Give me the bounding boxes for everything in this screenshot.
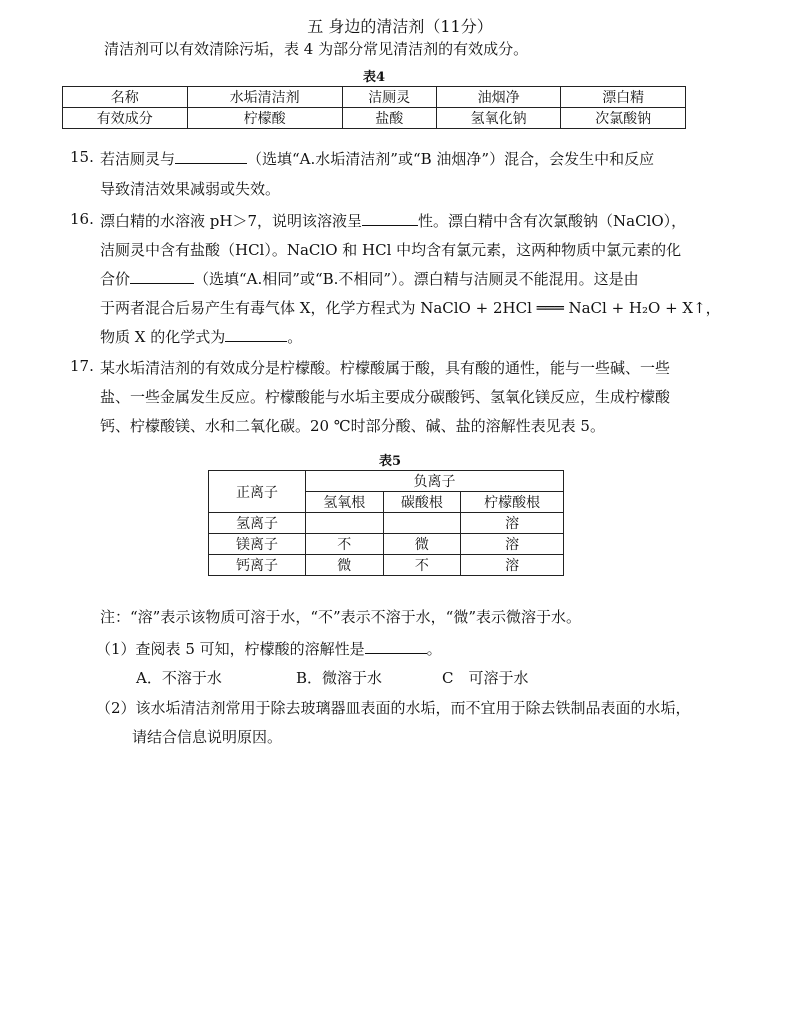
section-intro: 清洁剂可以有效清除污垢，表 4 为部分常见清洁剂的有效成分。 xyxy=(104,40,529,58)
option-b[interactable]: B．微溶于水 xyxy=(296,669,383,687)
q16-line5 xyxy=(100,326,302,347)
table4-cell: 氢氧化钠 xyxy=(436,108,561,129)
table4-cell: 洁厕灵 xyxy=(342,87,436,108)
subquestion-2 xyxy=(96,697,691,718)
answer-blank[interactable] xyxy=(362,211,418,226)
q16-text: 合价 xyxy=(100,270,131,288)
answer-blank[interactable] xyxy=(225,327,287,342)
table-row xyxy=(209,471,564,492)
q16-text: 漂白精的水溶液 pH＞7，说明该溶液呈 xyxy=(100,212,362,230)
table5-ion: 镁离子 xyxy=(209,534,306,555)
q16-line4: 于两者混合后易产生有毒气体 X，化学方程式为 NaClO + 2HCl ═══ NaCl + H₂O + X↑， xyxy=(100,299,721,317)
table4-cell: 柠檬酸 xyxy=(187,108,342,129)
table4-cell: 有效成分 xyxy=(63,108,188,129)
table5-cell: 溶 xyxy=(461,534,564,555)
q16-text: 。 xyxy=(287,328,303,346)
q17-line1: 某水垢清洁剂的有效成分是柠檬酸。柠檬酸属于酸，具有酸的通性，能与一些碱、一些 xyxy=(100,359,671,377)
table-row xyxy=(209,534,564,555)
q16-line3 xyxy=(100,268,639,289)
subquestion-label: （1） xyxy=(96,640,136,658)
option-a[interactable]: A．不溶于水 xyxy=(136,669,222,687)
q16-text: 物质 X 的化学式为 xyxy=(100,328,226,346)
subquestion-1-options xyxy=(136,667,528,688)
table5-ion: 钙离子 xyxy=(209,555,306,576)
answer-blank[interactable] xyxy=(175,149,247,164)
table4-cell: 水垢清洁剂 xyxy=(187,87,342,108)
subquestion-1 xyxy=(96,638,442,659)
subquestion-text: 。 xyxy=(426,640,442,658)
table4-cell: 漂白精 xyxy=(561,87,686,108)
question-number: 16. xyxy=(70,210,94,228)
table4-cell: 油烟净 xyxy=(436,87,561,108)
q15-line1 xyxy=(100,148,654,169)
table5-cell: 微 xyxy=(383,534,461,555)
table5-cell xyxy=(306,513,384,534)
table5-caption: 表5 xyxy=(378,454,402,469)
table4-cell: 名称 xyxy=(63,87,188,108)
table4 xyxy=(62,86,686,129)
q16-line1 xyxy=(100,210,686,231)
q16-text: （选填“A.相同”或“B.不相同”）。漂白精与洁厕灵不能混用。这是由 xyxy=(194,270,639,288)
table5-anion: 氢氧根 xyxy=(306,492,384,513)
q17-line2: 盐、一些金属发生反应。柠檬酸能与水垢主要成分碳酸钙、氢氧化镁反应，生成柠檬酸 xyxy=(100,388,671,406)
table5-cell: 不 xyxy=(383,555,461,576)
table5-cell: 微 xyxy=(306,555,384,576)
q16-text: 性。漂白精中含有次氯酸钠（NaClO）， xyxy=(418,212,687,230)
table5-ion: 氢离子 xyxy=(209,513,306,534)
option-c[interactable]: C 可溶于水 xyxy=(442,669,529,687)
subquestion-2-line2: 请结合信息说明原因。 xyxy=(132,728,283,746)
q16-line2: 洁厕灵中含有盐酸（HCl）。NaClO 和 HCl 中均含有氯元素，这两种物质中氯元素的化 xyxy=(100,241,682,259)
table4-cell: 盐酸 xyxy=(342,108,436,129)
section-title: 五 身边的清洁剂（11分） xyxy=(307,17,493,36)
q15-text: （选填“A.水垢清洁剂”或“B 油烟净”）混合，会发生中和反应 xyxy=(247,150,655,168)
q15-line2: 导致清洁效果减弱或失效。 xyxy=(100,180,281,198)
subquestion-text: 查阅表 5 可知，柠檬酸的溶解性是 xyxy=(135,640,365,658)
q15-text: 若洁厕灵与 xyxy=(100,150,176,168)
table5-cation-header: 正离子 xyxy=(209,471,306,513)
table-row xyxy=(209,513,564,534)
table5-anion: 碳酸根 xyxy=(383,492,461,513)
answer-blank[interactable] xyxy=(365,639,427,654)
question-number: 17. xyxy=(70,357,94,375)
subquestion-text: 该水垢清洁剂常用于除去玻璃器皿表面的水垢，而不宜用于除去铁制品表面的水垢， xyxy=(135,699,691,717)
table-row xyxy=(209,555,564,576)
table5-cell: 不 xyxy=(306,534,384,555)
table5-cell: 溶 xyxy=(461,555,564,576)
table5-cell: 溶 xyxy=(461,513,564,534)
table5-note: 注：“溶”表示该物质可溶于水，“不”表示不溶于水，“微”表示微溶于水。 xyxy=(100,608,582,626)
table5-anion: 柠檬酸根 xyxy=(461,492,564,513)
q17-line3: 钙、柠檬酸镁、水和二氧化碳。20 ℃时部分酸、碱、盐的溶解性表见表 5。 xyxy=(100,417,605,435)
subquestion-label: （2） xyxy=(96,699,136,717)
table5-cell xyxy=(383,513,461,534)
table4-cell: 次氯酸钠 xyxy=(561,108,686,129)
table4-caption: 表4 xyxy=(362,70,386,85)
table-row xyxy=(63,108,686,129)
answer-blank[interactable] xyxy=(130,269,194,284)
table-row xyxy=(63,87,686,108)
table5 xyxy=(208,470,564,576)
table5-anion-header: 负离子 xyxy=(306,471,564,492)
question-number: 15. xyxy=(70,148,94,166)
